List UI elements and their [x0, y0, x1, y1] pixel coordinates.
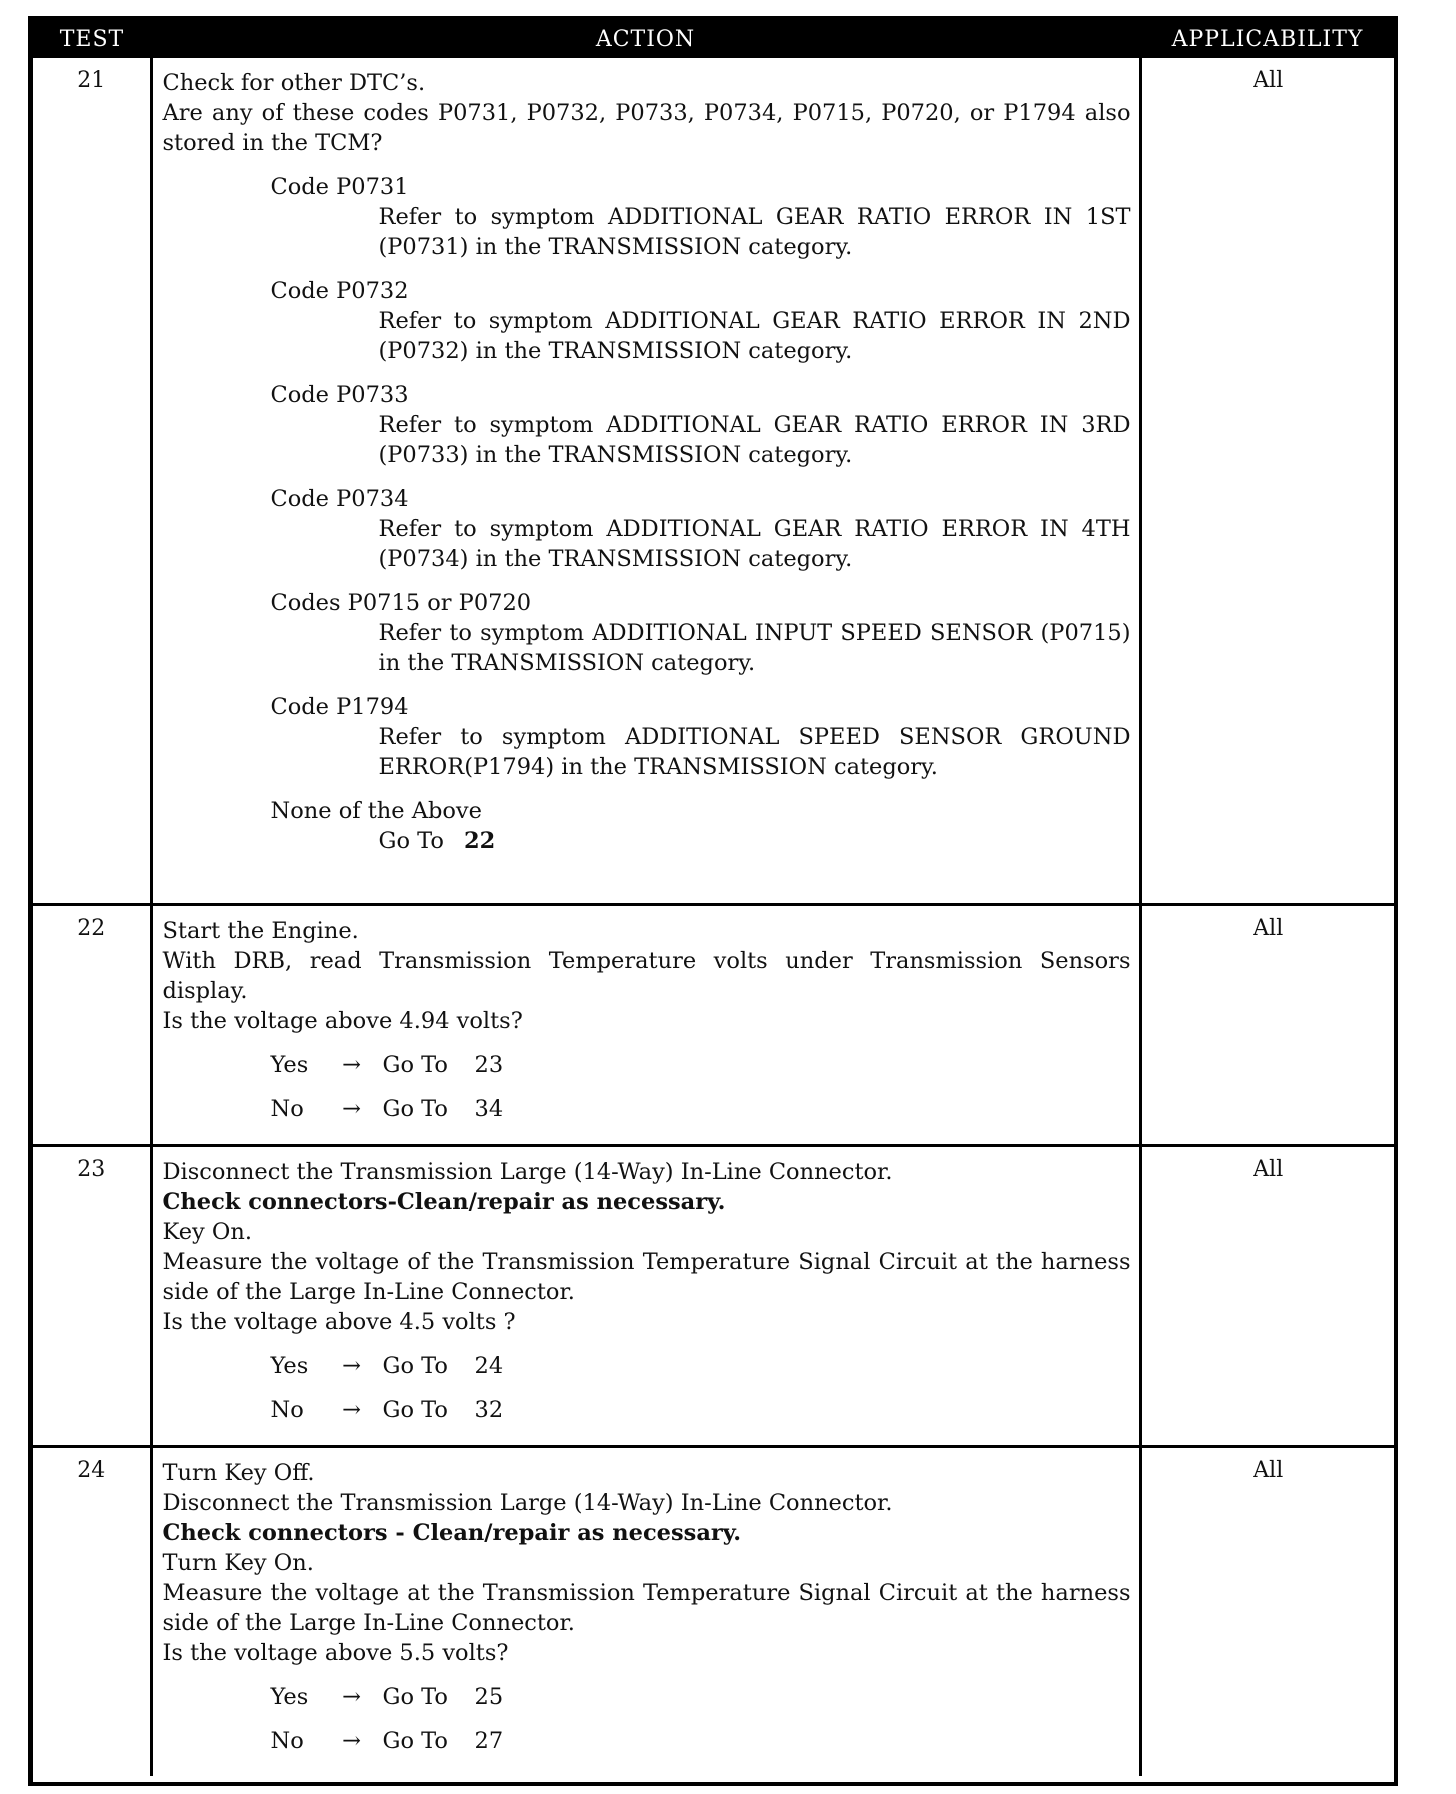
goto-text: Go To	[382, 1095, 448, 1122]
action-emphasis: Check connectors - Clean/repair as necessary.	[162, 1519, 742, 1546]
applicability-value: All	[1140, 58, 1395, 904]
none-of-above-entry	[271, 796, 1131, 856]
code-description: Refer to symptom ADDITIONAL GEAR RATIO ERROR IN 3RD (P0733) in the TRANSMISSION category.	[378, 412, 1131, 468]
code-entry	[271, 484, 1131, 574]
code-description: Refer to symptom ADDITIONAL INPUT SPEED SENSOR (P0715) in the TRANSMISSION category.	[378, 620, 1131, 676]
action-cell	[151, 1446, 1140, 1776]
goto-text: Go To	[382, 1352, 448, 1379]
action-text: Check for other DTC’s.	[162, 70, 426, 96]
no-branch	[271, 1395, 1131, 1425]
arrow-right-icon: →	[342, 1051, 361, 1078]
code-entry	[271, 692, 1131, 782]
test-table	[33, 20, 1395, 1776]
action-emphasis: Check connectors-Clean/repair as necessary.	[162, 1188, 726, 1215]
action-text: Key On.	[162, 1218, 252, 1245]
code-label: Codes P0715 or P0720	[270, 590, 532, 616]
code-label: Code P0731	[270, 174, 409, 200]
applicability-value: All	[1140, 1145, 1395, 1446]
code-entry	[271, 172, 1131, 262]
arrow-right-icon: →	[342, 1095, 361, 1122]
action-text: Are any of these codes P0731, P0732, P0733, P0734, P0715, P0720, or P1794 also stored in the TCM?	[162, 100, 1131, 156]
test-number: 23	[33, 1145, 151, 1446]
action-question: Is the voltage above 4.94 volts?	[162, 1007, 523, 1034]
yes-branch	[271, 1351, 1131, 1381]
goto-line	[379, 826, 1131, 856]
applicability-value: All	[1140, 904, 1395, 1145]
header-applicability: APPLICABILITY	[1140, 20, 1395, 58]
table-row	[33, 1145, 1395, 1446]
code-label: Code P0733	[270, 382, 409, 408]
action-question: Is the voltage above 5.5 volts?	[162, 1639, 509, 1666]
code-entry	[271, 380, 1131, 470]
action-text: Measure the voltage at the Transmission Temperature Signal Circuit at the harness side of the Large In-Line Connector.	[162, 1579, 1131, 1636]
yes-label: Yes	[270, 1051, 309, 1078]
yes-label: Yes	[270, 1352, 309, 1379]
no-label: No	[270, 1095, 304, 1122]
action-text: Disconnect the Transmission Large (14-Way) In-Line Connector.	[162, 1489, 893, 1516]
action-text: Turn Key Off.	[162, 1459, 315, 1486]
goto-target: 25	[474, 1683, 504, 1710]
header-action: ACTION	[151, 20, 1140, 58]
action-text: With DRB, read Transmission Temperature volts under Transmission Sensors display.	[162, 947, 1131, 1004]
action-cell	[151, 904, 1140, 1145]
none-of-above-label: None of the Above	[270, 798, 482, 824]
action-text: Measure the voltage of the Transmission Temperature Signal Circuit at the harness side of the Large In-Line Connector.	[162, 1248, 1131, 1305]
action-question: Is the voltage above 4.5 volts ?	[162, 1308, 516, 1335]
no-label: No	[270, 1727, 304, 1754]
code-label: Code P0734	[270, 486, 409, 512]
code-description: Refer to symptom ADDITIONAL GEAR RATIO ERROR IN 2ND (P0732) in the TRANSMISSION category.	[378, 308, 1131, 364]
goto-target: 34	[474, 1095, 504, 1122]
action-cell	[151, 1145, 1140, 1446]
arrow-right-icon: →	[342, 1352, 361, 1379]
arrow-right-icon: →	[342, 1683, 361, 1710]
no-branch	[271, 1094, 1131, 1124]
yes-branch	[271, 1050, 1131, 1080]
goto-target: 27	[474, 1727, 504, 1754]
diagnostic-table	[28, 16, 1398, 1786]
goto-target: 22	[463, 828, 496, 854]
code-label: Code P1794	[270, 694, 409, 720]
no-label: No	[270, 1396, 304, 1423]
table-row	[33, 904, 1395, 1145]
goto-text: Go To	[378, 828, 444, 854]
test-number: 21	[33, 58, 151, 904]
goto-text: Go To	[382, 1727, 448, 1754]
action-text: Disconnect the Transmission Large (14-Way) In-Line Connector.	[162, 1158, 893, 1185]
code-label: Code P0732	[270, 278, 409, 304]
test-number: 22	[33, 904, 151, 1145]
goto-text: Go To	[382, 1051, 448, 1078]
arrow-right-icon: →	[342, 1727, 361, 1754]
goto-target: 24	[474, 1352, 504, 1379]
action-cell	[151, 58, 1140, 904]
no-branch	[271, 1726, 1131, 1756]
code-entry	[271, 276, 1131, 366]
goto-target: 23	[474, 1051, 504, 1078]
action-text: Start the Engine.	[162, 917, 359, 944]
code-description: Refer to symptom ADDITIONAL GEAR RATIO ERROR IN 4TH (P0734) in the TRANSMISSION category.	[378, 516, 1131, 572]
action-text: Turn Key On.	[162, 1549, 314, 1576]
code-description: Refer to symptom ADDITIONAL GEAR RATIO ERROR IN 1ST (P0731) in the TRANSMISSION category.	[378, 204, 1131, 260]
goto-target: 32	[474, 1396, 504, 1423]
table-row	[33, 58, 1395, 904]
yes-label: Yes	[270, 1683, 309, 1710]
yes-branch	[271, 1682, 1131, 1712]
table-row	[33, 1446, 1395, 1776]
code-entry	[271, 588, 1131, 678]
test-number: 24	[33, 1446, 151, 1776]
header-row	[33, 20, 1395, 58]
goto-text: Go To	[382, 1683, 448, 1710]
header-test: TEST	[33, 20, 151, 58]
applicability-value: All	[1253, 1457, 1284, 1483]
code-description: Refer to symptom ADDITIONAL SPEED SENSOR GROUND ERROR(P1794) in the TRANSMISSION category.	[378, 724, 1131, 780]
goto-text: Go To	[382, 1396, 448, 1423]
arrow-right-icon: →	[342, 1396, 361, 1423]
